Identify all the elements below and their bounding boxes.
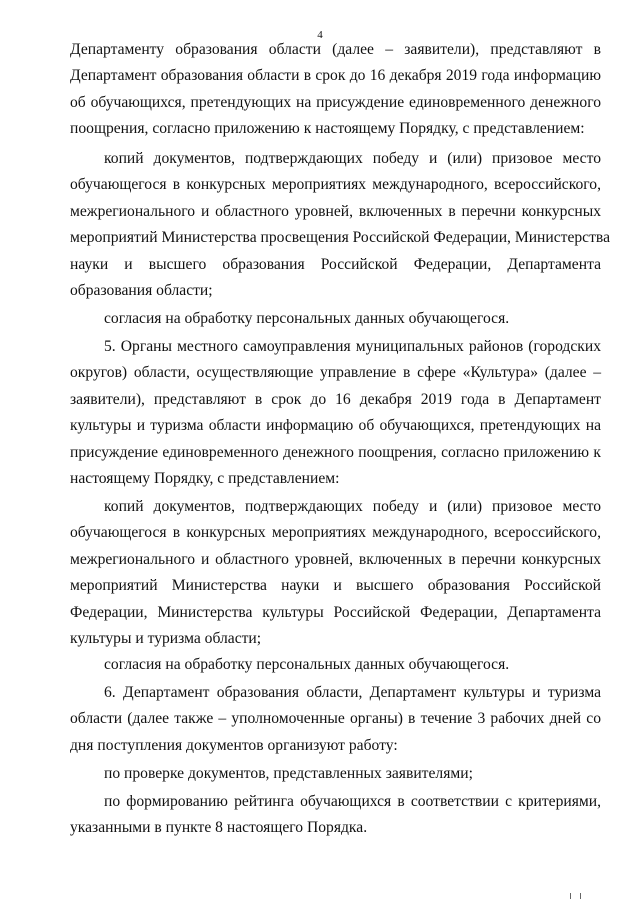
text-line: Федерации, Министерства культуры Российской Федерации, Департамента [70,604,601,621]
text-line: мероприятий Министерства науки и высшего образования Российской [70,577,601,594]
text-line: образования области; [70,282,213,299]
text-line: Департамент образования области в срок до 16 декабря 2019 года информацию [70,67,601,84]
text-line: Департаменту образования области (далее – заявители), представляют в [70,41,601,58]
text-line: мероприятий Министерства просвещения Российской Федерации, Министерства [70,229,611,246]
text-line: культуры и туризма области информацию об обучающихся, претендующих на [70,417,601,434]
text-line: поощрения, согласно приложению к настоящему Порядку, с представлением: [70,120,585,137]
text-line: по формированию рейтинга обучающихся в соответствии с критериями, [104,793,601,810]
text-line: области (далее также – уполномоченные органы) в течение 3 рабочих дней со [70,710,601,727]
text-line: по проверке документов, представленных заявителями; [104,765,473,782]
text-line: копий документов, подтверждающих победу и (или) призовое место [104,150,601,167]
scan-speck [580,893,581,899]
text-line: согласия на обработку персональных данных обучающегося. [104,656,510,673]
text-line: копий документов, подтверждающих победу и (или) призовое место [104,498,601,515]
text-line: культуры и туризма области; [70,630,262,647]
text-line: указанными в пункте 8 настоящего Порядка. [70,819,368,836]
text-line: об обучающихся, претендующих на присуждение единовременного денежного [70,94,601,111]
text-line: обучающегося в конкурсных мероприятиях международного, всероссийского, [70,524,601,541]
text-line: округов) области, осуществляющие управление в сфере «Культура» (далее – [70,364,601,381]
text-line: 6. Департамент образования области, Департамент культуры и туризма [104,684,601,701]
text-line: 5. Органы местного самоуправления муниципальных районов (городских [104,338,601,355]
text-line: заявители), представляют в срок до 16 декабря 2019 года в Департамент [70,391,601,408]
text-line: дня поступления документов организуют работу: [70,737,398,754]
page-number: 4 [317,29,323,41]
scan-specks [568,893,588,901]
text-line: настоящему Порядку, с представлением: [70,470,340,487]
text-line: науки и высшего образования Российской Федерации, Департамента [70,256,601,273]
text-line: обучающегося в конкурсных мероприятиях международного, всероссийского, [70,176,601,193]
text-line: межрегионального и областного уровней, включенных в перечни конкурсных [70,203,601,220]
scan-speck [570,893,571,899]
text-line: присуждение единовременного денежного поощрения, согласно приложению к [70,444,601,461]
text-line: межрегионального и областного уровней, включенных в перечни конкурсных [70,551,601,568]
text-line: согласия на обработку персональных данных обучающегося. [104,310,510,327]
